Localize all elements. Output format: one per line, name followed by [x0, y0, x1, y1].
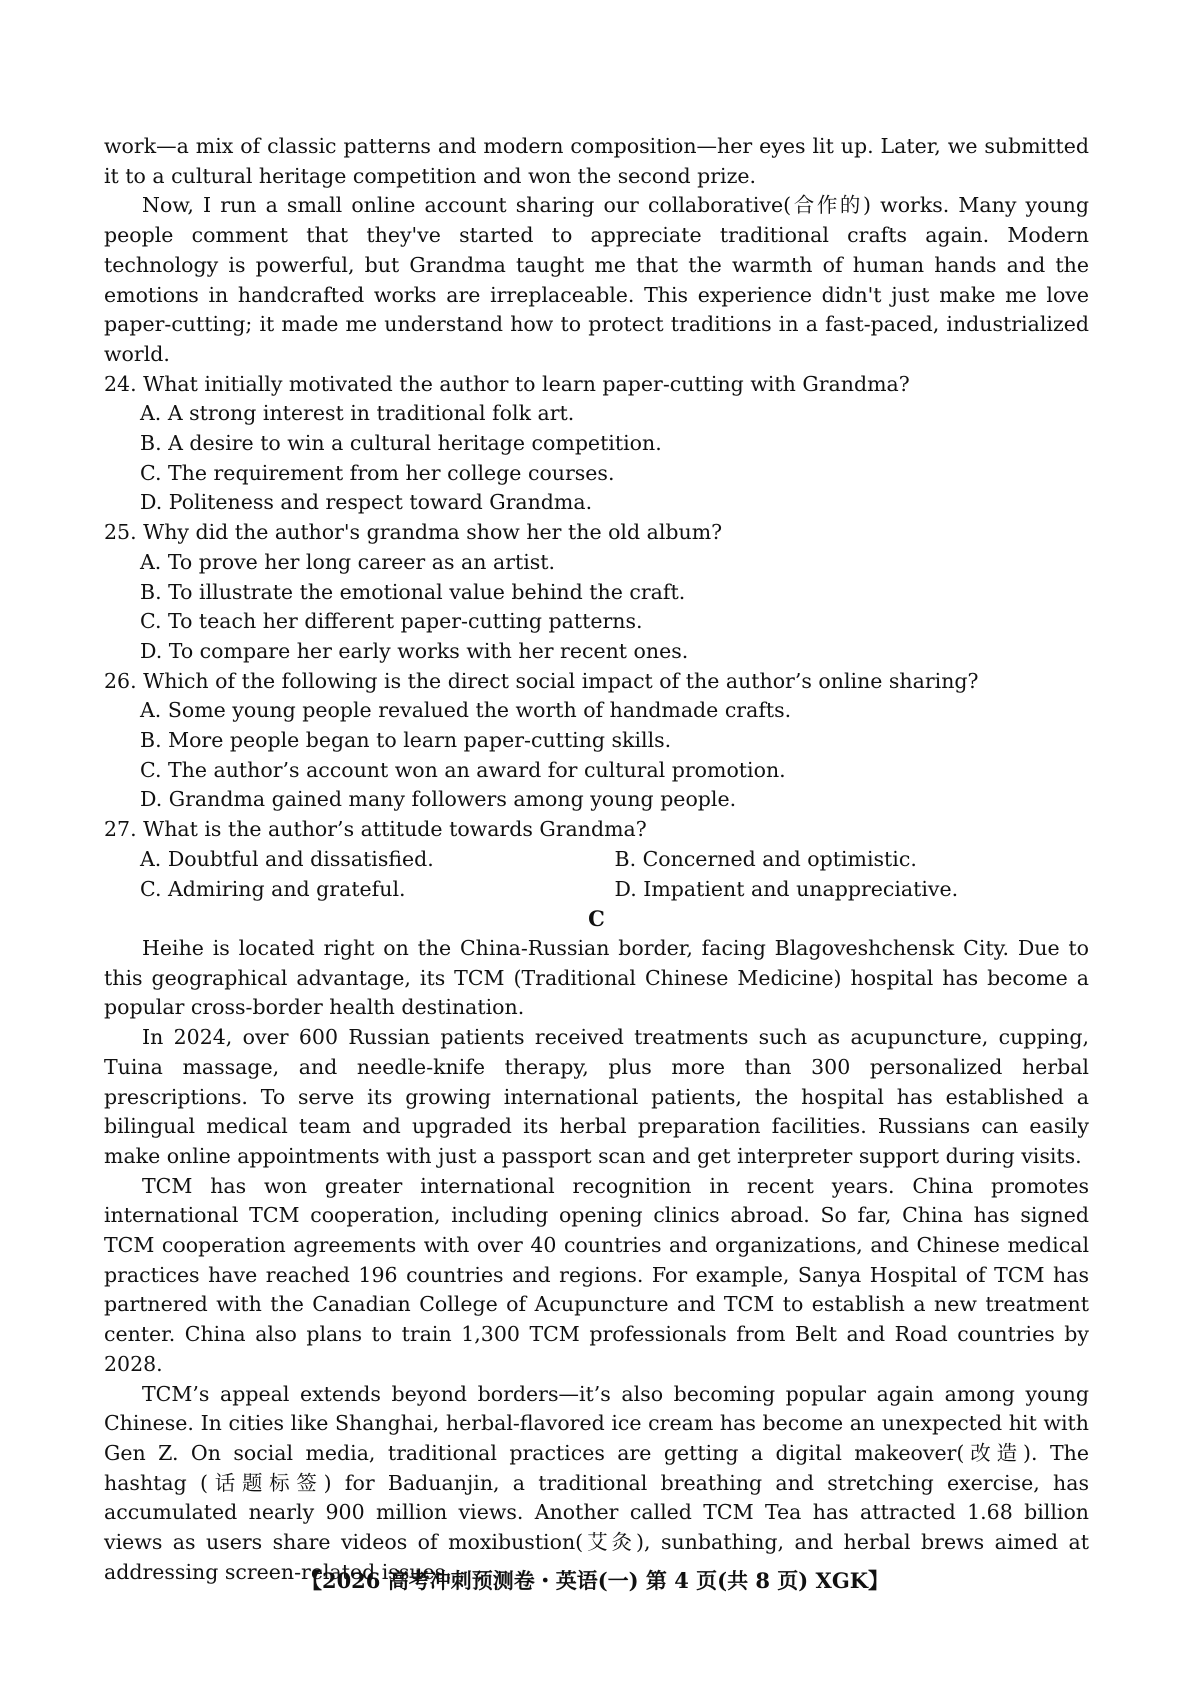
question-24: [104, 370, 1089, 519]
passage-c-heading: C: [588, 906, 605, 932]
option-c: C. Admiring and grateful.: [140, 876, 406, 901]
option-d: D. Impatient and unappreciative.: [614, 876, 959, 901]
option-row: [140, 845, 1089, 875]
option-c: C. To teach her different paper-cutting patterns.: [140, 609, 643, 634]
option-b: B. More people began to learn paper-cutting skills.: [140, 728, 672, 753]
passage-b-paragraph-1: work—a mix of classic patterns and modern composition—her eyes lit up. Later, we submitted it to a cultural heritage competition and won the second prize.: [104, 134, 1089, 188]
passage-c-paragraph-2: In 2024, over 600 Russian patients received treatments such as acupuncture, cupping, Tuina massage, and needle-knife therapy, plus more than 300 personalized herbal prescriptions. To serve its growing international patients, the hospital has established a bilingual medical team and upgraded its herbal preparation facilities. Russians can easily make online appointments with just a passport scan and get interpreter support during visits.: [104, 1025, 1089, 1168]
option-c: C. The requirement from her college courses.: [140, 460, 615, 485]
option-c: C. The author’s account won an award for cultural promotion.: [140, 757, 786, 782]
page-content: [104, 132, 1089, 1587]
option-row: [140, 875, 1089, 905]
option-b: B. Concerned and optimistic.: [614, 846, 917, 871]
question-stem: 27. What is the author’s attitude towards Grandma?: [104, 817, 647, 842]
option-d: D. Grandma gained many followers among young people.: [140, 787, 737, 812]
passage-c-paragraph-4: TCM’s appeal extends beyond borders—it’s also becoming popular again among young Chinese. In cities like Shanghai, herbal-flavored ice cream has become an unexpected hit with Gen Z. On social media, traditional practices are getting a digital makeover(改造). The hashtag (话题标签) for Baduanjin, a traditional breathing and stretching exercise, has accumulated nearly 900 million views. Another called TCM Tea has attracted 1.68 billion views as users share videos of moxibustion(艾灸), sunbathing, and herbal brews aimed at addressing screen-related issues.: [104, 1381, 1089, 1584]
option-b: B. To illustrate the emotional value behind the craft.: [140, 579, 686, 604]
question-stem: 24. What initially motivated the author to learn paper-cutting with Grandma?: [104, 371, 910, 396]
passage-c-paragraph-3: TCM has won greater international recognition in recent years. China promotes international TCM cooperation, including opening clinics abroad. So far, China has signed TCM cooperation agreements with over 40 countries and organizations, and Chinese medical practices have reached 196 countries and regions. For example, Sanya Hospital of TCM has partnered with the Canadian College of Acupuncture and TCM to establish a new treatment center. China also plans to train 1,300 TCM professionals from Belt and Road countries by 2028.: [104, 1173, 1089, 1376]
passage-b-paragraph-2: Now, I run a small online account sharing our collaborative(合作的) works. Many young people comment that they've started to appreciate traditional crafts again. Modern technology is powerful, but Grandma taught me that the warmth of human hands and the emotions in handcrafted works are irreplaceable. This experience didn't just make me love paper-cutting; it made me understand how to protect traditions in a fast-paced, industrialized world.: [104, 193, 1089, 366]
option-d: D. Politeness and respect toward Grandma.: [140, 490, 593, 515]
question-stem: 25. Why did the author's grandma show her the old album?: [104, 520, 723, 545]
question-26: [104, 667, 1089, 816]
option-a: A. A strong interest in traditional folk art.: [140, 401, 575, 426]
page-footer: 【2026 高考冲刺预测卷・英语(一) 第 4 页(共 8 页) XGK】: [300, 1568, 890, 1593]
option-a: A. Some young people revalued the worth of handmade crafts.: [140, 698, 792, 723]
question-stem: 26. Which of the following is the direct social impact of the author’s online sharing?: [104, 668, 979, 693]
passage-c-paragraph-1: Heihe is located right on the China-Russian border, facing Blagoveshchensk City. Due to this geographical advantage, its TCM (Traditional Chinese Medicine) hospital has become a popular cross-border health destination.: [104, 935, 1089, 1020]
option-a: A. To prove her long career as an artist.: [140, 549, 556, 574]
question-25: [104, 518, 1089, 667]
question-27: [104, 815, 1089, 904]
option-b: B. A desire to win a cultural heritage competition.: [140, 431, 662, 456]
option-a: A. Doubtful and dissatisfied.: [140, 846, 434, 871]
option-d: D. To compare her early works with her recent ones.: [140, 638, 689, 663]
